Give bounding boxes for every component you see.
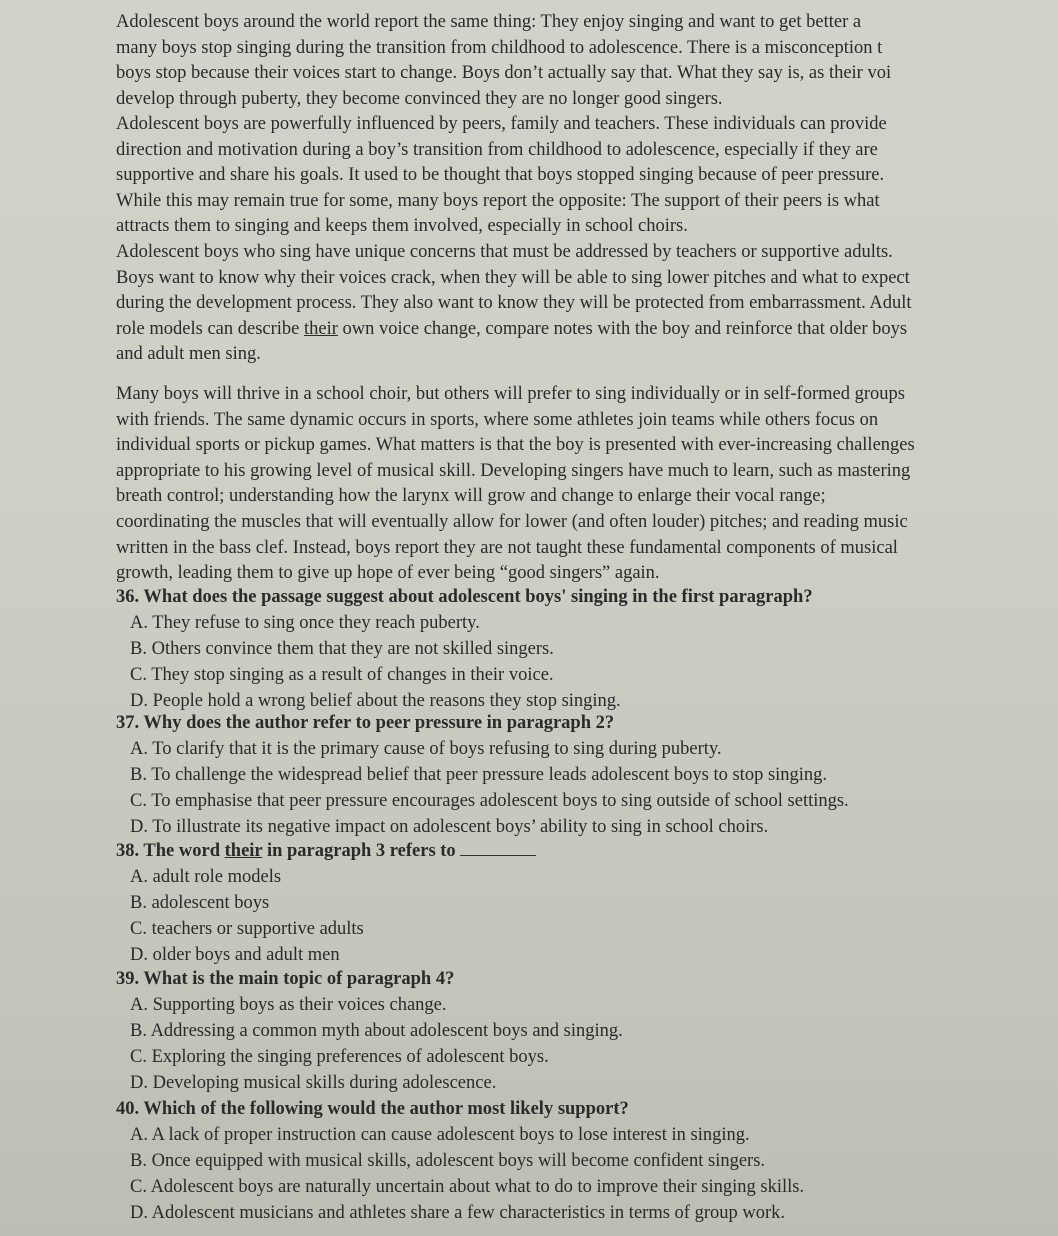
question-stem: 40. Which of the following would the author most likely support?	[116, 1099, 629, 1119]
answer-option[interactable]: B. Once equipped with musical skills, adolescent boys will become confident singers.	[130, 1151, 766, 1171]
question-39	[116, 966, 1036, 1096]
text-line	[116, 317, 1036, 343]
answer-option[interactable]: D. People hold a wrong belief about the reasons they stop singing.	[130, 691, 621, 711]
passage-paragraph-2	[116, 10, 1036, 112]
question-stem: 36. What does the passage suggest about adolescent boys' singing in the first paragraph?	[116, 587, 813, 607]
text-line: written in the bass clef. Instead, boys report they are not taught these fundamental components of musical	[116, 537, 898, 558]
question-40	[116, 1096, 1036, 1226]
answer-blank	[460, 839, 536, 856]
question-36	[116, 584, 1036, 714]
passage-paragraph-4	[116, 240, 1036, 368]
text-line: direction and motivation during a boy’s transition from childhood to adolescence, especially if they are	[116, 139, 878, 160]
text-line: many boys stop singing during the transition from childhood to adolescence. There is a misconception t	[116, 37, 883, 58]
answer-option[interactable]: A. adult role models	[130, 867, 282, 887]
text-line: boys stop because their voices start to change. Boys don’t actually say that. What they say is, as their voi	[116, 63, 892, 84]
passage-paragraph-5	[116, 382, 1036, 587]
question-37	[116, 710, 1036, 840]
text-line: coordinating the muscles that will eventually allow for lower (and often louder) pitches; and reading music	[116, 511, 908, 532]
answer-option[interactable]: C. teachers or supportive adults	[130, 919, 364, 939]
text-line: during the development process. They also want to know they will be protected from embarrassment. Adult	[116, 293, 912, 314]
text-segment: own voice change, compare notes with the boy and reinforce that older boys	[337, 318, 908, 339]
text-line: attracts them to singing and keeps them involved, especially in school choirs.	[116, 216, 688, 237]
question-stem: 39. What is the main topic of paragraph 4?	[116, 969, 455, 989]
answer-option[interactable]: B. adolescent boys	[130, 893, 270, 913]
text-line: develop through puberty, they become convinced they are no longer good singers.	[116, 88, 723, 109]
text-line: supportive and share his goals. It used to be thought that boys stopped singing because of peer pressure.	[116, 165, 885, 186]
text-line: growth, leading them to give up hope of ever being “good singers” again.	[116, 563, 660, 584]
answer-option[interactable]: C. To emphasise that peer pressure encourages adolescent boys to sing outside of school settings.	[130, 791, 849, 811]
answer-option[interactable]: D. To illustrate its negative impact on adolescent boys’ ability to sing in school choirs.	[130, 817, 769, 837]
answer-option[interactable]: A. They refuse to sing once they reach puberty.	[130, 613, 480, 633]
answer-option[interactable]: C. They stop singing as a result of changes in their voice.	[130, 665, 554, 685]
text-line: Adolescent boys around the world report the same thing: They enjoy singing and want to get better a	[116, 12, 862, 32]
underlined-word: their	[304, 318, 338, 339]
text-line: Adolescent boys who sing have unique concerns that must be addressed by teachers or supportive adults.	[116, 242, 893, 262]
text-line: Boys want to know why their voices crack, when they will be able to sing lower pitches and what to expect	[116, 267, 910, 288]
answer-option[interactable]: A. To clarify that it is the primary cause of boys refusing to sing during puberty.	[130, 739, 722, 759]
text-segment: in paragraph 3 refers to	[262, 841, 456, 861]
text-line: appropriate to his growing level of musical skill. Developing singers have much to learn, such as mastering	[116, 460, 911, 481]
text-line: While this may remain true for some, many boys report the opposite: The support of their peers is what	[116, 190, 880, 211]
answer-option[interactable]: D. older boys and adult men	[130, 945, 340, 965]
text-segment: 38. The word	[116, 841, 225, 861]
answer-option[interactable]: D. Developing musical skills during adolescence.	[130, 1073, 497, 1093]
answer-option[interactable]: B. Others convince them that they are not skilled singers.	[130, 639, 554, 659]
text-line: with friends. The same dynamic occurs in sports, where some athletes join teams while others focus on	[116, 409, 879, 430]
text-line: Many boys will thrive in a school choir, but others will prefer to sing individually or in self-formed groups	[116, 384, 905, 404]
answer-option[interactable]: C. Exploring the singing preferences of adolescent boys.	[130, 1047, 549, 1067]
answer-option[interactable]: A. Supporting boys as their voices change.	[130, 995, 447, 1015]
underlined-word: their	[224, 841, 263, 861]
answer-option[interactable]: B. Addressing a common myth about adolescent boys and singing.	[130, 1021, 623, 1041]
answer-option[interactable]: A. A lack of proper instruction can cause adolescent boys to lose interest in singing.	[130, 1125, 750, 1145]
text-line: individual sports or pickup games. What matters is that the boy is presented with ever-increasing challenges	[116, 435, 915, 456]
text-line: breath control; understanding how the larynx will grow and change to enlarge their vocal range;	[116, 486, 826, 507]
passage-paragraph-3	[116, 112, 1036, 240]
question-stem: 37. Why does the author refer to peer pressure in paragraph 2?	[116, 713, 615, 733]
question-38	[116, 838, 1036, 968]
answer-option[interactable]: D. Adolescent musicians and athletes share a few characteristics in terms of group work.	[130, 1203, 785, 1223]
answer-option[interactable]: C. Adolescent boys are naturally uncertain about what to do to improve their singing skills.	[130, 1177, 805, 1197]
text-line: Adolescent boys are powerfully influenced by peers, family and teachers. These individuals can provide	[116, 114, 887, 134]
text-segment: role models can describe	[116, 318, 305, 339]
answer-option[interactable]: B. To challenge the widespread belief that peer pressure leads adolescent boys to stop singing.	[130, 765, 828, 785]
text-line: and adult men sing.	[116, 344, 261, 365]
question-stem	[116, 838, 1036, 864]
